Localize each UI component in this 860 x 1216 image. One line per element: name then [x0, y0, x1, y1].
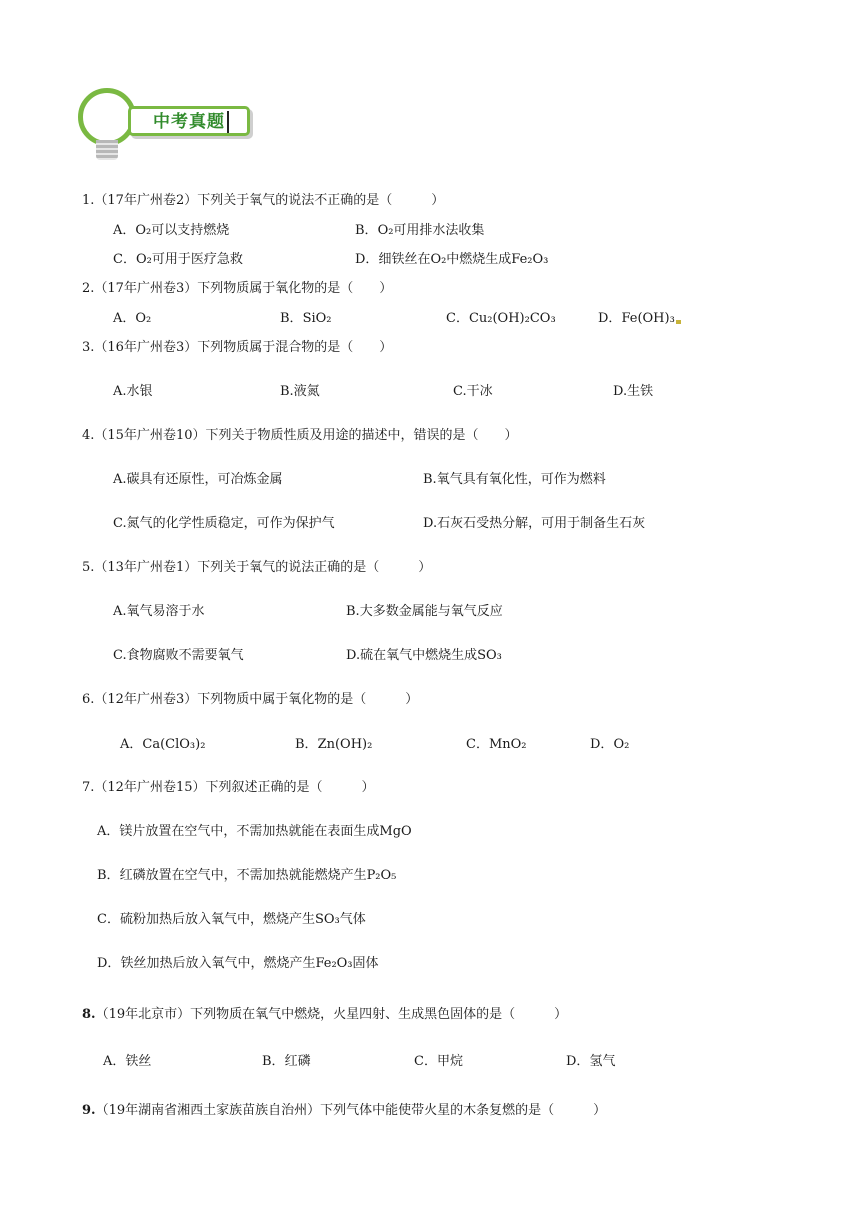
option-b: B．红磷	[262, 1054, 311, 1069]
option-c: C．甲烷	[414, 1054, 463, 1069]
question-5	[82, 556, 431, 575]
question-number: 4.	[82, 428, 95, 443]
question-8	[82, 1003, 567, 1022]
option-c: C．硫粉加热后放入氧气中，燃烧产生SO₃气体	[97, 912, 366, 927]
question-stem: （12年广州卷3）下列物质中属于氧化物的是（ ）	[94, 692, 419, 707]
option-c: C．Cu₂(OH)₂CO₃	[446, 311, 556, 326]
question-number: 6.	[82, 692, 95, 707]
question-number: 3.	[82, 340, 95, 355]
question-2	[82, 277, 392, 296]
question-stem: （19年北京市）下列物质在氧气中燃烧，火星四射、生成黑色固体的是（ ）	[95, 1007, 568, 1022]
option-d: D.硫在氧气中燃烧生成SO₃	[346, 648, 502, 663]
section-title-box	[128, 106, 250, 136]
option-d: D．Fe(OH)₃	[598, 307, 681, 326]
question-6	[82, 688, 418, 707]
lightbulb-base-icon	[96, 140, 118, 160]
question-stem: （15年广州卷10）下列关于物质性质及用途的描述中，错误的是（ ）	[94, 428, 518, 443]
option-d: D．O₂	[590, 737, 630, 752]
question-7	[82, 776, 375, 795]
option-b: B.液氮	[280, 384, 320, 399]
option-b: B.大多数金属能与氧气反应	[346, 604, 503, 619]
question-stem: （16年广州卷3）下列物质属于混合物的是（ ）	[94, 340, 393, 355]
option-d: D.生铁	[613, 384, 654, 399]
question-number: 1.	[82, 193, 95, 208]
question-9	[82, 1099, 606, 1118]
option-d: D．氢气	[566, 1054, 616, 1069]
comment-marker-icon	[676, 320, 681, 324]
question-stem: （17年广州卷3）下列物质属于氧化物的是（ ）	[94, 281, 393, 296]
question-number: 7.	[82, 780, 95, 795]
option-d: D.石灰石受热分解，可用于制备生石灰	[423, 516, 646, 531]
option-c: C.干冰	[453, 384, 493, 399]
option-a: A．镁片放置在空气中，不需加热就能在表面生成MgO	[97, 824, 412, 839]
question-number: 2.	[82, 281, 95, 296]
option-a: A.水银	[113, 384, 153, 399]
option-c: C.食物腐败不需要氧气	[113, 648, 244, 663]
option-b: B．SiO₂	[280, 311, 332, 326]
option-a: A．Ca(ClO₃)₂	[120, 737, 206, 752]
question-3	[82, 336, 392, 355]
question-4	[82, 424, 518, 443]
option-b: B．红磷放置在空气中，不需加热就能燃烧产生P₂O₅	[97, 868, 397, 883]
option-c: C．O₂可用于医疗急救	[113, 252, 243, 267]
question-stem: （13年广州卷1）下列关于氧气的说法正确的是（ ）	[94, 560, 432, 575]
option-a: A.碳具有还原性，可冶炼金属	[113, 472, 283, 487]
option-c: C.氮气的化学性质稳定，可作为保护气	[113, 516, 335, 531]
option-d: D．铁丝加热后放入氧气中，燃烧产生Fe₂O₃固体	[97, 956, 379, 971]
section-title: 中考真题	[153, 111, 229, 133]
question-1	[82, 189, 444, 208]
option-b: B.氧气具有氧化性，可作为燃料	[423, 472, 606, 487]
question-stem: （17年广州卷2）下列关于氧气的说法不正确的是（ ）	[94, 193, 445, 208]
question-number: 8.	[82, 1007, 96, 1022]
question-stem: （19年湖南省湘西土家族苗族自治州）下列气体中能使带火星的木条复燃的是（ ）	[95, 1103, 607, 1118]
option-c: C．MnO₂	[466, 737, 527, 752]
section-header-badge	[78, 88, 258, 168]
option-b: B．Zn(OH)₂	[295, 737, 373, 752]
option-a: A．铁丝	[103, 1054, 152, 1069]
question-number: 5.	[82, 560, 95, 575]
option-a: A.氧气易溶于水	[113, 604, 205, 619]
option-d: D．细铁丝在O₂中燃烧生成Fe₂O₃	[355, 252, 549, 267]
question-stem: （12年广州卷15）下列叙述正确的是（ ）	[94, 780, 375, 795]
option-b: B．O₂可用排水法收集	[355, 223, 485, 238]
question-number: 9.	[82, 1103, 96, 1118]
option-a: A．O₂	[113, 311, 152, 326]
option-a: A．O₂可以支持燃烧	[113, 223, 230, 238]
